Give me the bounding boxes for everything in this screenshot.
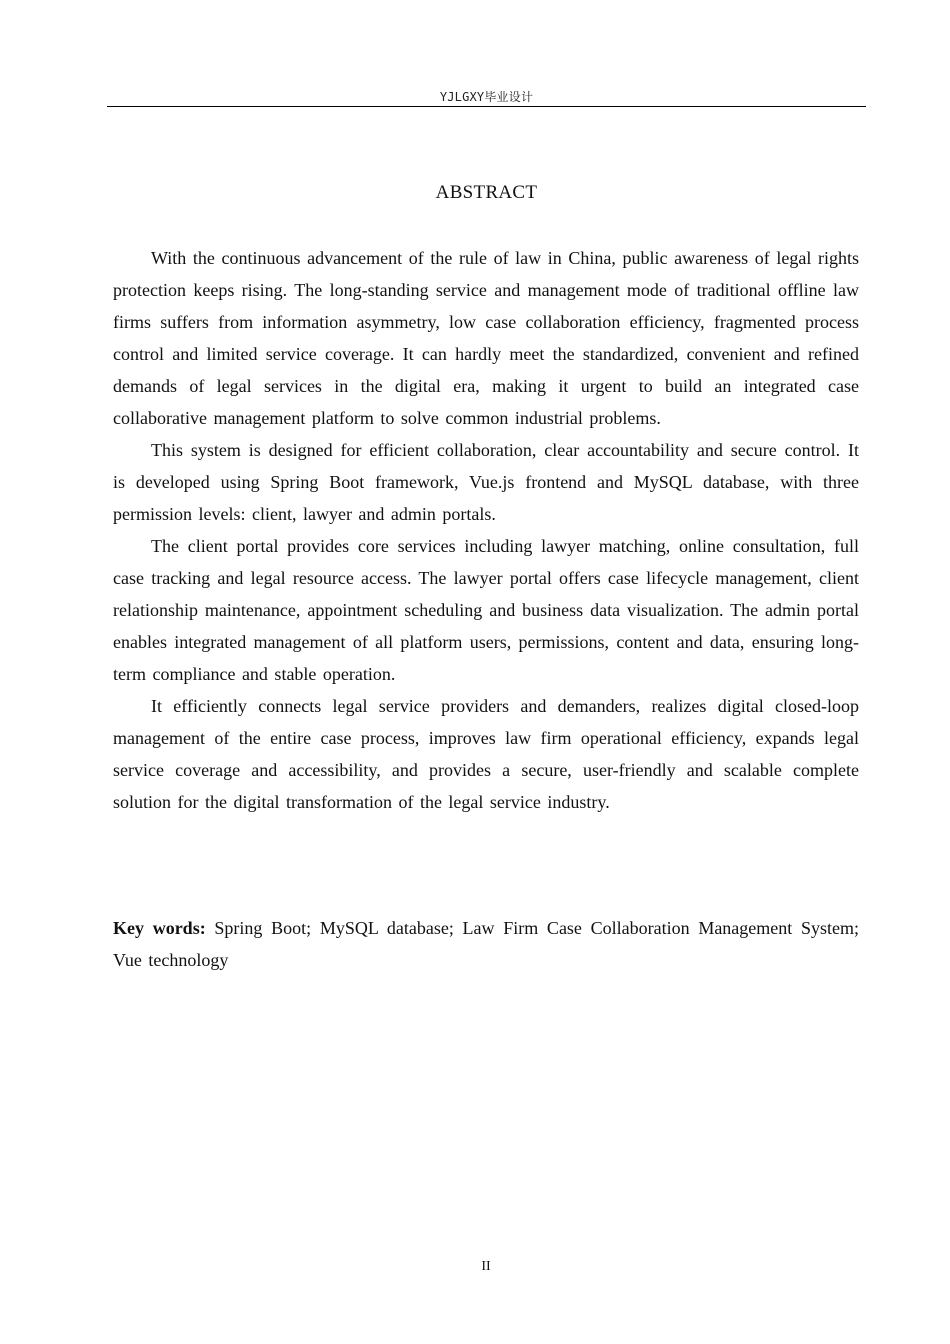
- abstract-paragraph-2: This system is designed for efficient collaboration, clear accountability and secure control. It is developed using Spring Boot framework, Vue.js frontend and MySQL database, with three permission levels: client, lawyer and admin portals.: [113, 440, 859, 524]
- keywords-text: Spring Boot; MySQL database; Law Firm Case Collaboration Management System; Vue technology: [113, 918, 859, 970]
- abstract-body: [113, 242, 859, 818]
- abstract-paragraph-3: The client portal provides core services including lawyer matching, online consultation, full case tracking and legal resource access. The lawyer portal offers case lifecycle management, client relationship maintenance, appointment scheduling and business data visualization. The admin portal enables integrated management of all platform users, permissions, content and data, ensuring long-term compliance and stable operation.: [113, 536, 859, 684]
- keywords-section: [113, 912, 859, 976]
- header-text: YJLGXY毕业设计: [439, 90, 534, 104]
- page-number: II: [481, 1259, 491, 1274]
- abstract-paragraph-4: It efficiently connects legal service providers and demanders, realizes digital closed-loop management of the entire case process, improves law firm operational efficiency, expands legal service coverage and accessibility, and provides a secure, user-friendly and scalable complete solution for the digital transformation of the legal service industry.: [113, 696, 859, 812]
- page-header: [107, 88, 866, 107]
- abstract-paragraph-1: With the continuous advancement of the rule of law in China, public awareness of legal rights protection keeps rising. The long-standing service and management mode of traditional offline law firms suffers from information asymmetry, low case collaboration efficiency, fragmented process control and limited service coverage. It can hardly meet the standardized, convenient and refined demands of legal services in the digital era, making it urgent to build an integrated case collaborative management platform to solve common industrial problems.: [113, 248, 859, 428]
- abstract-title: ABSTRACT: [435, 182, 538, 203]
- keywords-label: Key words:: [113, 918, 206, 938]
